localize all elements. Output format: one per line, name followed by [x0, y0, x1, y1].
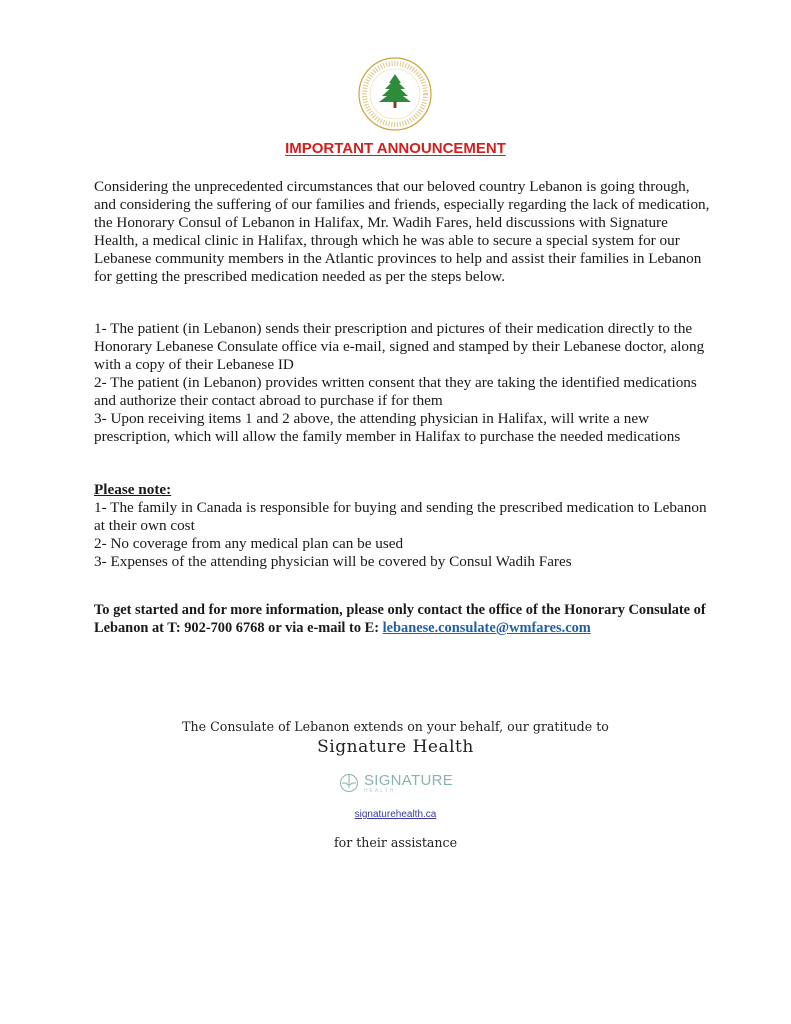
email-link[interactable]: lebanese.consulate@wmfares.com [382, 620, 591, 636]
note-item: 3- Expenses of the attending physician will be covered by Consul Wadih Fares [94, 553, 572, 570]
step-item: 1- The patient (in Lebanon) sends their prescription and pictures of their medication directly to the Honorary Lebanese Consulate office via e-mail, signed and stamped by their Lebanese doctor, along with a copy of their Lebanese ID [94, 320, 705, 373]
note-item: 2- No coverage from any medical plan can be used [94, 535, 404, 552]
step-item: 2- The patient (in Lebanon) provides written consent that they are taking the identified medications and authorize their contact abroad to purchase if for them [94, 374, 697, 409]
consulate-seal-logo [349, 54, 441, 134]
signature-health-emblem-icon [338, 772, 360, 794]
announcement-title: IMPORTANT ANNOUNCEMENT [285, 140, 506, 157]
signature-health-logo [0, 772, 791, 794]
thanks-text: for their assistance [333, 835, 458, 850]
website-link-container [0, 809, 791, 820]
intro-paragraph: Considering the unprecedented circumstances that our beloved country Lebanon is going through, and considering the suffering of our families and friends, especially regarding the lack of medication, the Honorary Consul of Lebanon in Halifax, Mr. Wadih Fares, held discussions with Signature Health, a medical clinic in Halifax, through which he was able to secure a special system for our Lebanese community members in the Atlantic provinces to help and assist their families in Lebanon for getting the prescribed medication needed as per the steps below. [94, 178, 710, 285]
please-note-heading: Please note: [94, 481, 172, 498]
please-note-section [94, 481, 714, 571]
gratitude-text: The Consulate of Lebanon extends on your behalf, our gratitude to [182, 719, 609, 734]
note-item: 1- The family in Canada is responsible for buying and sending the prescribed medication to Lebanon at their own cost [94, 499, 707, 534]
contact-info [94, 601, 714, 637]
contact-text: To get started and for more information, please only contact the office of the Honorary Consulate of Lebanon at T: 902-700 6768 or via e-mail to E: [94, 602, 706, 636]
logo-wordmark: SIGNATURE [363, 771, 454, 789]
step-item: 3- Upon receiving items 1 and 2 above, the attending physician in Halifax, will write a new prescription, which will allow the family member in Halifax to purchase the needed medications [94, 410, 681, 445]
signature-health-name: Signature Health [317, 737, 474, 757]
steps-list [94, 320, 714, 446]
logo-subtext: HEALTH [363, 787, 396, 794]
website-link[interactable]: signaturehealth.ca [354, 809, 437, 820]
